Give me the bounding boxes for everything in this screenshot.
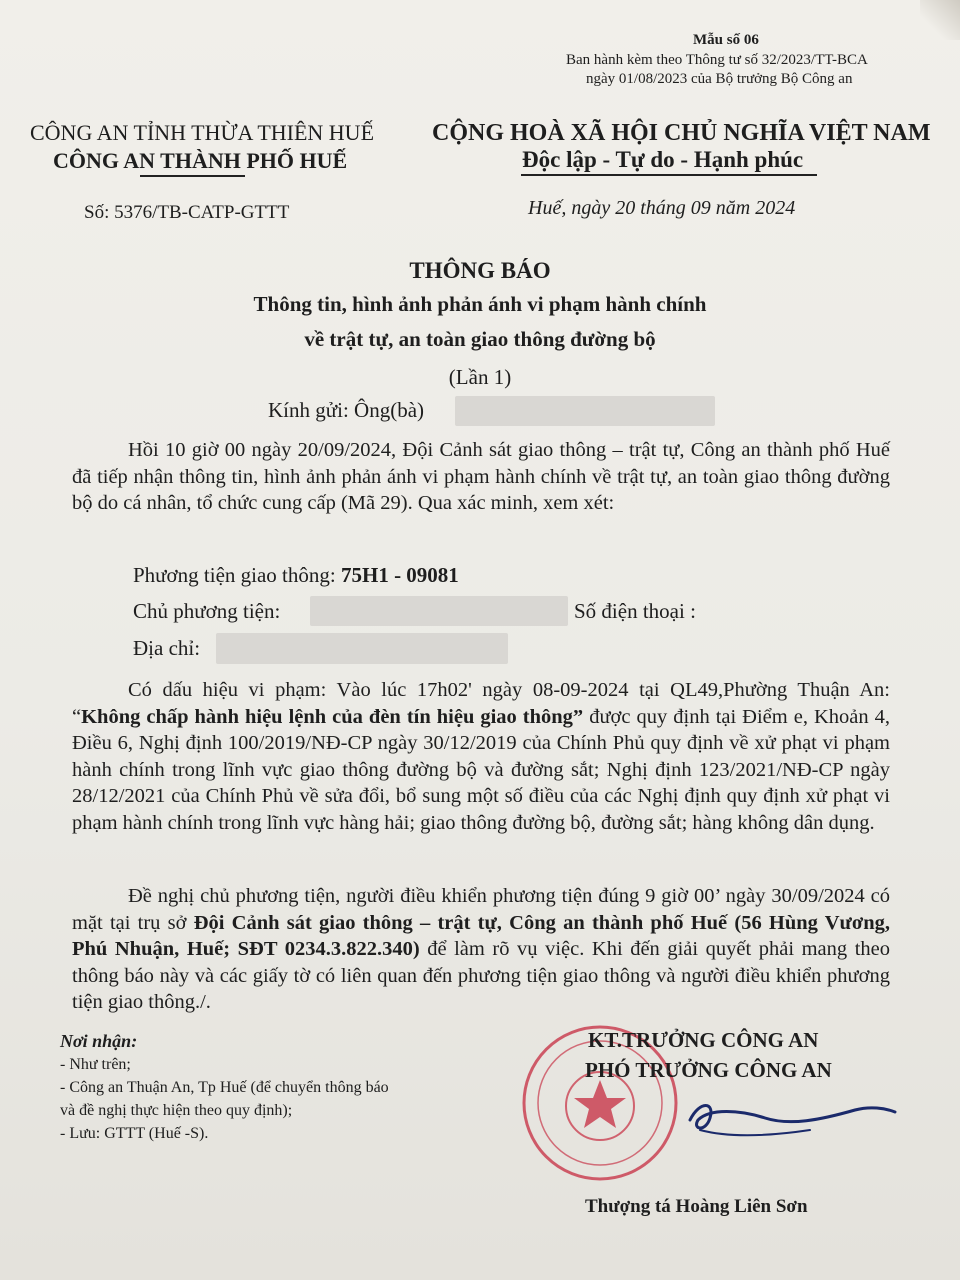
notice-count: (Lần 1) <box>448 365 512 389</box>
form-issued-line1: Ban hành kèm theo Thông tư số 32/2023/TT-BCA <box>566 52 868 68</box>
recipients-line4: - Lưu: GTTT (Huế -S). <box>60 1125 209 1142</box>
signature-title-1: KT.TRƯỞNG CÔNG AN <box>588 1028 819 1052</box>
paragraph-violation <box>72 677 890 836</box>
phone-label: Số điện thoại : <box>574 599 696 623</box>
agency-line1: CÔNG AN TỈNH THỪA THIÊN HUẾ <box>30 120 375 145</box>
document-subtitle-2: về trật tự, an toàn giao thông đường bộ <box>304 327 656 351</box>
document-number: Số: 5376/TB-CATP-GTTT <box>84 202 290 223</box>
document-date: Huế, ngày 20 tháng 09 năm 2024 <box>528 197 796 219</box>
vehicle-label: Phương tiện giao thông: <box>133 563 341 587</box>
violation-text-bold: Không chấp hành hiệu lệnh của đèn tín hiệu giao thông” <box>81 705 584 728</box>
paragraph-intro: Hồi 10 giờ 00 ngày 20/09/2024, Đội Cảnh sát giao thông – trật tự, Công an thành phố Huế đã tiếp nhận thông tin, hình ảnh phản ánh vi phạm hành chính về trật tự, an toàn giao thông đường bộ do cá nhân, tổ chức cung cấp (Mã 29). Qua xác minh, xem xét: <box>72 439 890 514</box>
recipients-line1: - Như trên; <box>60 1056 131 1073</box>
agency-underline <box>140 175 245 177</box>
page-corner-shadow <box>920 0 960 40</box>
request-text-c: để làm rõ vụ việc. Khi đến giải quyết phải mang theo thông báo này và các giấy tờ có liên quan đến phương tiện giao thông và người điều khiển phương tiện giao thông./. <box>72 938 890 1013</box>
signature-title-2: PHÓ TRƯỞNG CÔNG AN <box>585 1058 832 1082</box>
handwritten-signature <box>670 1090 900 1150</box>
vehicle-plate: 75H1 - 09081 <box>340 563 459 587</box>
agency-line2: CÔNG AN THÀNH PHỐ HUẾ <box>53 148 348 173</box>
document-subtitle-1: Thông tin, hình ảnh phản ánh vi phạm hành chính <box>253 292 707 316</box>
paragraph-request <box>72 883 890 1016</box>
form-number: Mẫu số 06 <box>693 32 759 48</box>
redacted-recipient-name <box>455 396 715 426</box>
nation-motto: Độc lập - Tự do - Hạnh phúc <box>522 147 804 172</box>
motto-underline <box>521 174 817 176</box>
recipients-heading: Nơi nhận: <box>60 1031 138 1051</box>
vehicle-field <box>133 563 459 588</box>
violation-text-c: được quy định tại Điểm e, Khoản 4, Điều 6, Nghị định 100/2019/NĐ-CP ngày 30/12/2019 của Chính Phủ quy định về xử phạt vi phạm hành chính trong lĩnh vực giao thông đường bộ và đường sắt; Nghị định 123/2021/NĐ-CP ngày 28/12/2021 của Chính Phủ về sửa đổi, bổ sung một số điều của các Nghị định quy định xử phạt vi phạm hành chính trong lĩnh vực hàng hải; giao thông đường bộ, đường sắt; hàng không dân dụng. <box>72 705 890 834</box>
redacted-address <box>216 633 508 664</box>
recipients-line2: - Công an Thuận An, Tp Huế (để chuyển thông báo <box>60 1079 389 1096</box>
redacted-owner-name <box>310 596 568 626</box>
form-issued-line2: ngày 01/08/2023 của Bộ trưởng Bộ Công an <box>586 71 853 87</box>
nation-line1: CỘNG HOÀ XÃ HỘI CHỦ NGHĨA VIỆT NAM <box>432 120 931 146</box>
violation-text-a: Có dấu hiệu vi phạm: Vào lúc 17h02' ngày 08-09-2024 tại QL49,Phường Thuận An: “ <box>72 679 890 728</box>
document-title: THÔNG BÁO <box>409 258 551 283</box>
signer-name: Thượng tá Hoàng Liên Sơn <box>585 1196 808 1217</box>
recipient-label: Kính gửi: Ông(bà) <box>268 398 425 422</box>
request-text-a: Đề nghị chủ phương tiện, người điều khiển phương tiện đúng 9 giờ 00’ ngày 30/09/2024 có mặt tại trụ sở <box>72 885 890 934</box>
recipients-line3: và đề nghị thực hiện theo quy định); <box>60 1102 293 1119</box>
recipients-block <box>60 1030 520 1145</box>
request-text-bold: Đội Cảnh sát giao thông – trật tự, Công an thành phố Huế (56 Hùng Vương, Phú Nhuận, Huế; SĐT 0234.3.822.340) <box>72 911 890 960</box>
owner-label: Chủ phương tiện: <box>133 599 281 623</box>
address-label: Địa chỉ: <box>133 636 201 660</box>
